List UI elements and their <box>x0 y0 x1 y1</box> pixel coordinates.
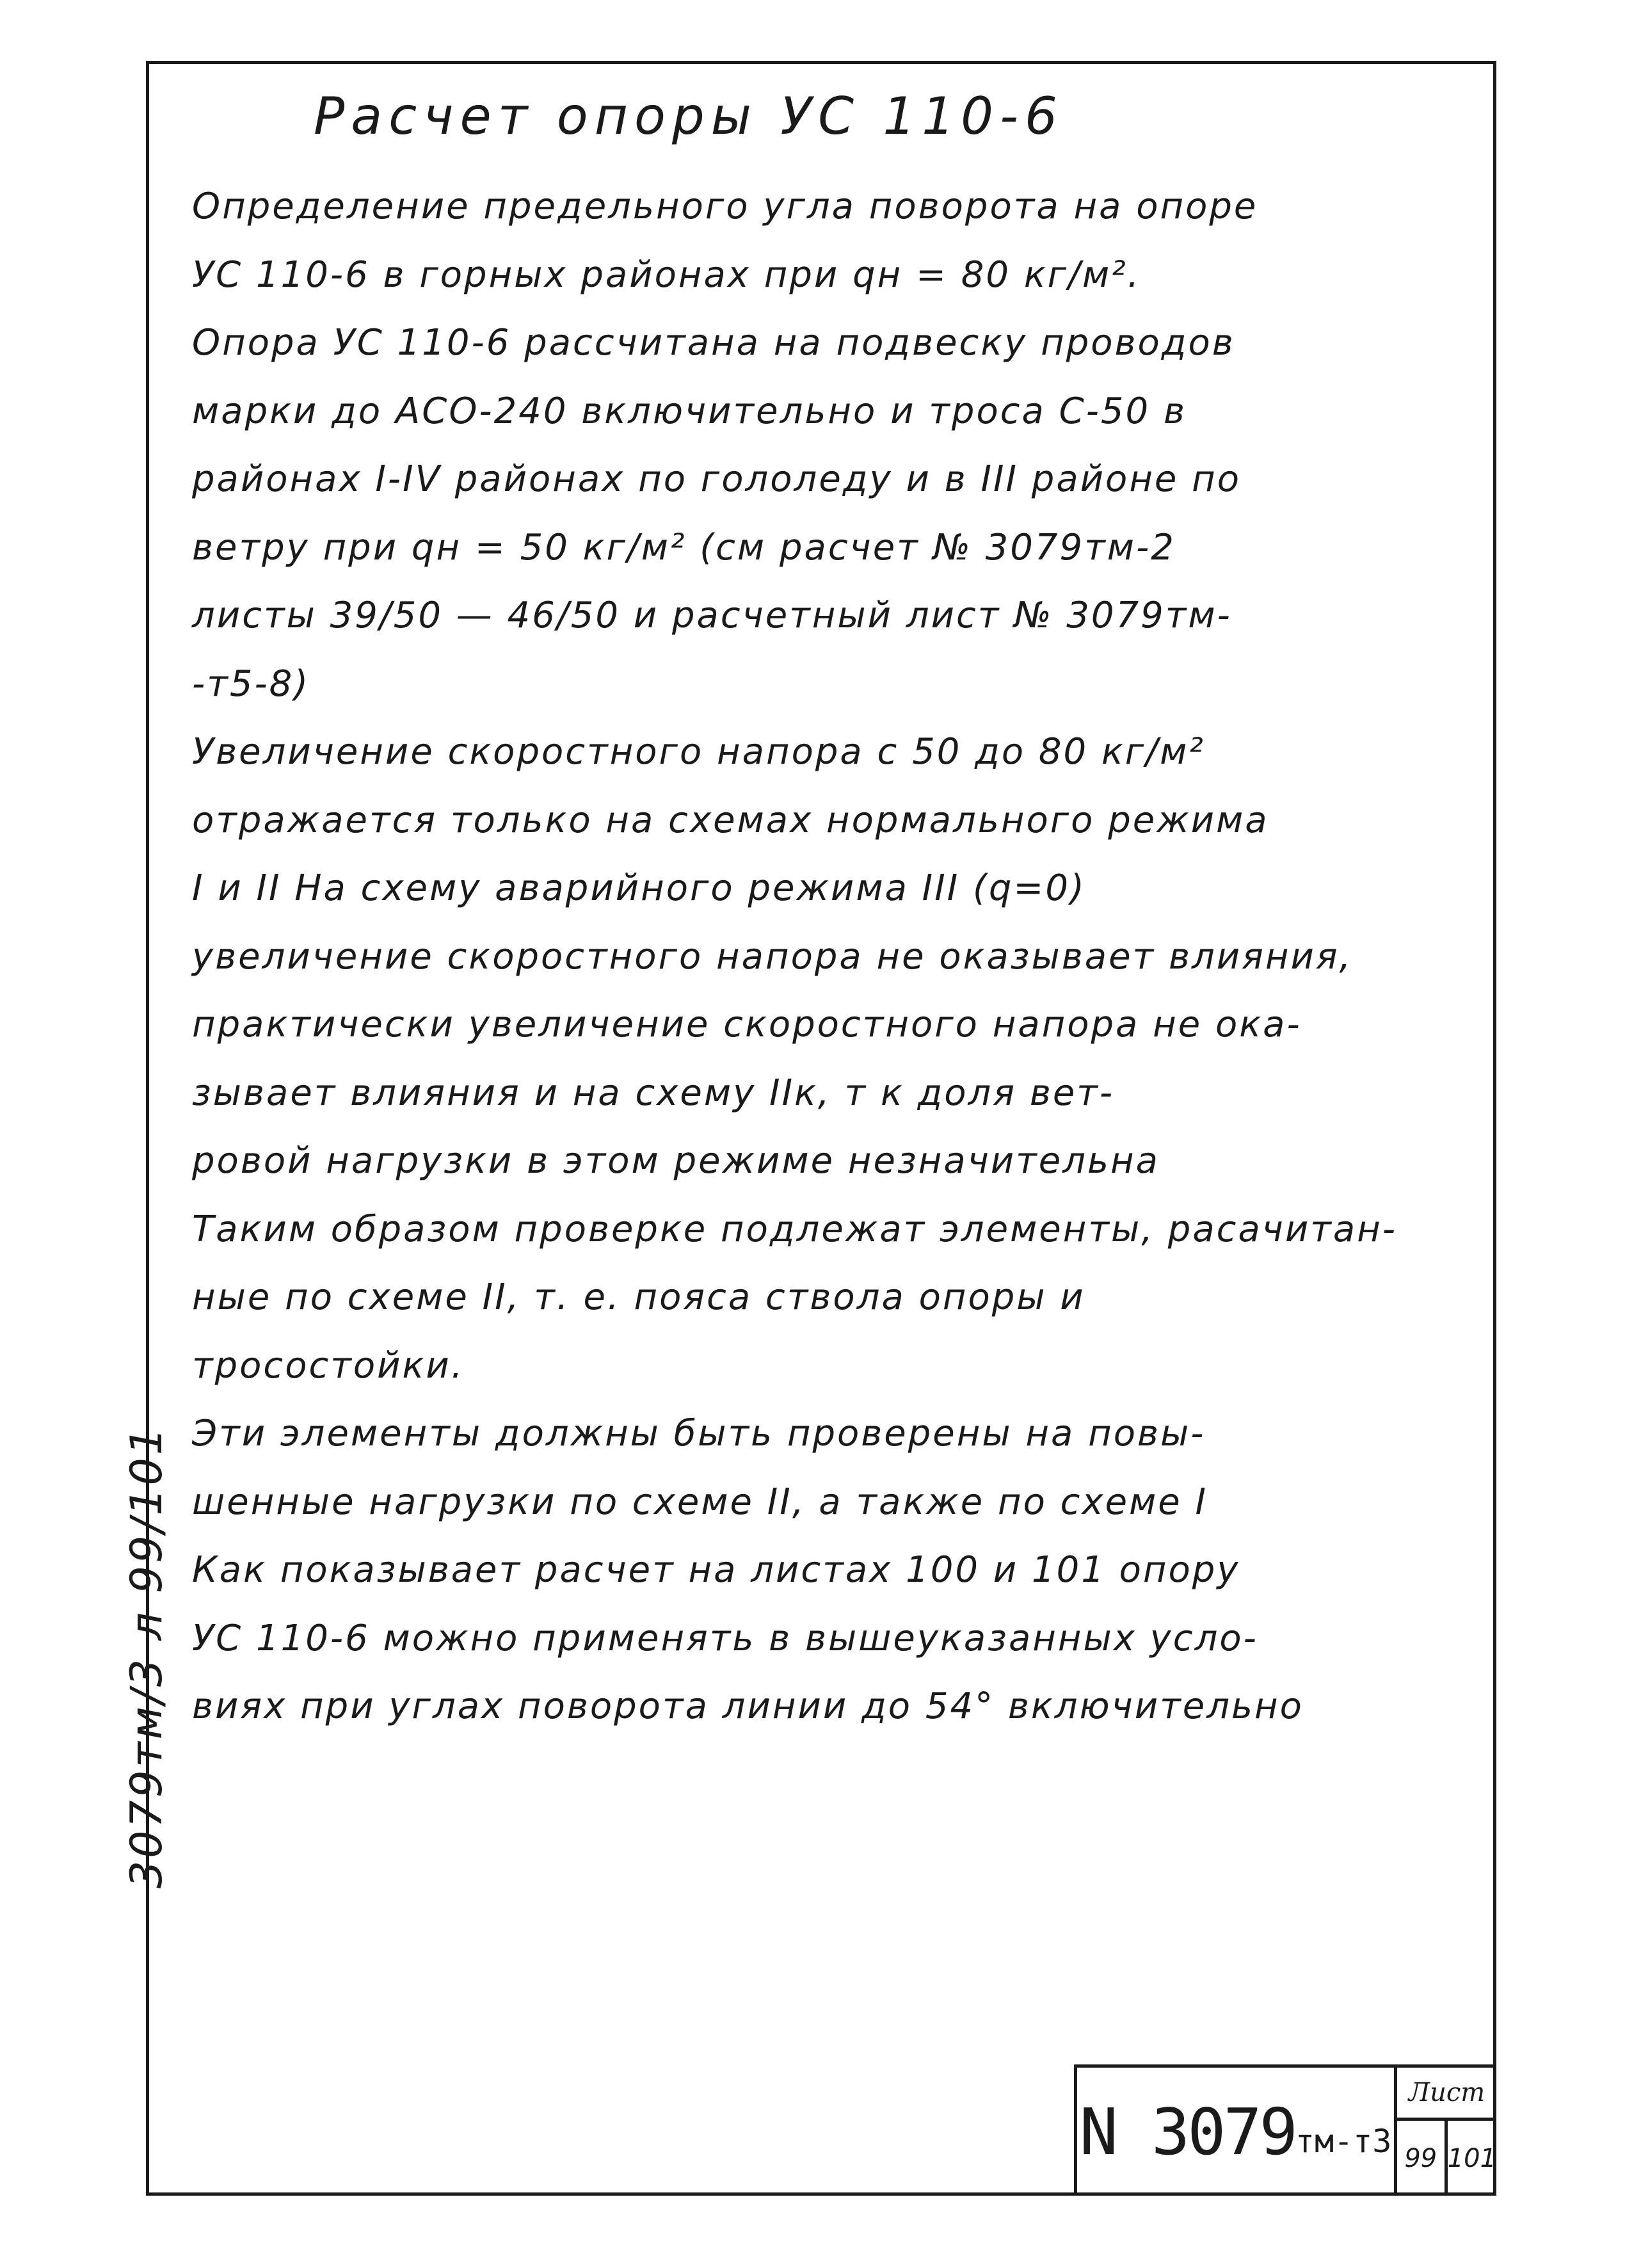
text-line: отражается только на схемах нормального режима <box>192 799 1269 841</box>
sheet-total: 101 <box>1445 2121 1496 2196</box>
text-line: практически увеличение скоростного напора не ока- <box>192 1004 1302 1045</box>
text-line: Эти элементы должны быть проверены на повы- <box>192 1413 1206 1454</box>
margin-note: 3079тм/3 л 99/101 <box>122 1424 172 1888</box>
document-number-main: N 3079 <box>1079 2094 1295 2169</box>
text-line: шенные нагрузки по схеме II, а также по схеме I <box>192 1481 1208 1523</box>
text-line: увеличение скоростного напора не оказывает влияния, <box>192 935 1353 977</box>
text-line: Как показывает расчет на листах 100 и 101 опору <box>192 1549 1240 1591</box>
text-line: зывает влияния и на схему IIк, т к доля вет- <box>192 1072 1115 1114</box>
text-line: виях при углах поворота линии до 54° включительно <box>192 1685 1304 1727</box>
sheet-label: Лист <box>1397 2068 1496 2121</box>
text-line: Увеличение скоростного напора с 50 до 80 кг/м² <box>192 731 1205 773</box>
text-line: районах I-IV районах по гололеду и в III районе по <box>192 458 1242 500</box>
text-line: ветру при qн = 50 кг/м² (см расчет № 3079тм-2 <box>192 526 1176 568</box>
document-number <box>1074 2064 1394 2196</box>
sheet-number: 99 <box>1404 2143 1437 2173</box>
title-block <box>1074 2064 1496 2196</box>
text-line: ровой нагрузки в этом режиме незначительна <box>192 1140 1160 1182</box>
text-line: ные по схеме II, т. е. пояса ствола опоры и <box>192 1276 1085 1318</box>
page-title: Расчет опоры УС 110-6 <box>314 86 1064 146</box>
text-line: Определение предельного угла поворота на опоре <box>192 186 1258 227</box>
text-line: УС 110-6 в горных районах при qн = 80 кг/м². <box>192 253 1141 296</box>
text-line: тросостойки. <box>192 1344 465 1387</box>
document-number-suffix: тм-т3 <box>1295 2123 1392 2160</box>
text-line: Таким образом проверке подлежат элементы, расачитан- <box>192 1208 1398 1250</box>
body-text <box>192 173 1459 1741</box>
text-line: Опора УС 110-6 рассчитана на подвеску проводов <box>192 322 1235 364</box>
text-line: УС 110-6 можно применять в вышеуказанных усло- <box>192 1617 1258 1659</box>
text-line: листы 39/50 — 46/50 и расчетный лист № 3079тм- <box>192 595 1232 636</box>
text-line: марки до АСО-240 включительно и троса С-50 в <box>192 390 1187 432</box>
sheet-numbers <box>1397 2121 1496 2196</box>
text-line: -т5-8) <box>192 663 310 705</box>
text-line: I и II На схему аварийного режима III (q=0) <box>192 867 1086 909</box>
sheet-box <box>1394 2064 1496 2196</box>
